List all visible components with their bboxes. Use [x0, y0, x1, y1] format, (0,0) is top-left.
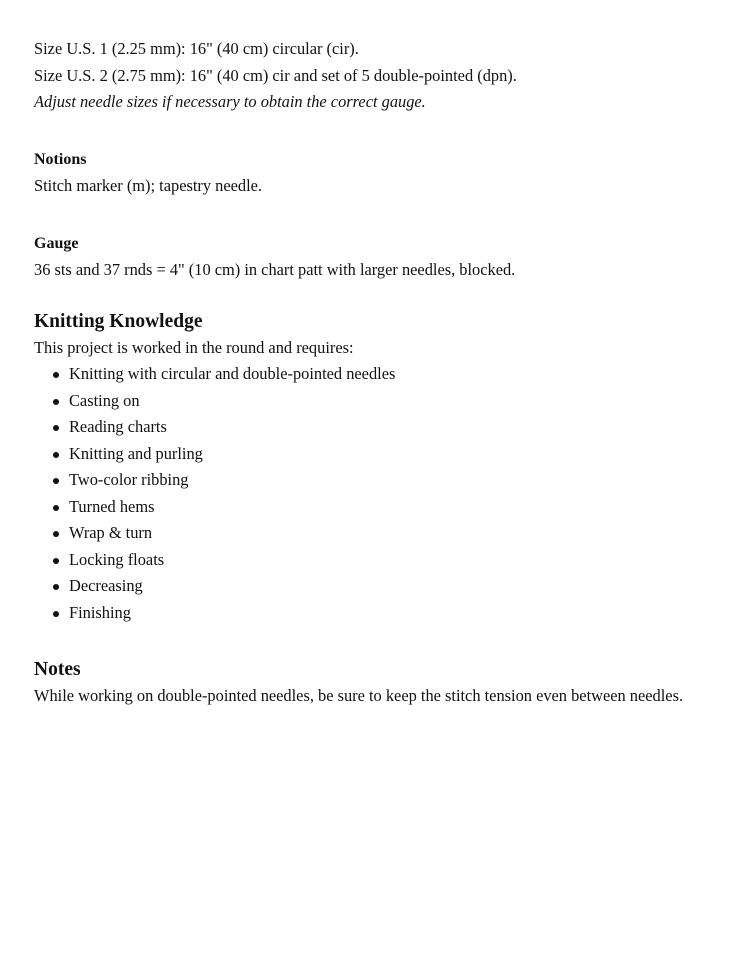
gauge-heading: Gauge	[34, 234, 79, 252]
notions-heading: Notions	[34, 150, 87, 168]
list-item: Wrap & turn	[69, 520, 694, 547]
spacer	[34, 200, 694, 231]
list-item: Knitting with circular and double-pointed needles	[69, 361, 694, 388]
notes-text: While working on double-pointed needles, be sure to keep the stitch tension even between needles.	[34, 686, 684, 705]
needle-adjust-note: Adjust needle sizes if necessary to obtain the correct gauge.	[34, 92, 426, 111]
list-item: Decreasing	[69, 573, 694, 600]
gauge-text: 36 sts and 37 rnds = 4" (10 cm) in chart patt with larger needles, blocked.	[34, 260, 516, 279]
needle-size-2: Size U.S. 2 (2.75 mm): 16" (40 cm) cir and set of 5 double-pointed (dpn).	[34, 65, 517, 85]
list-item: Locking floats	[69, 547, 694, 574]
needle-size-1: Size U.S. 1 (2.25 mm): 16" (40 cm) circular (cir).	[34, 39, 359, 58]
list-item: Finishing	[69, 600, 694, 627]
list-item: Knitting and purling	[69, 441, 694, 468]
spacer	[34, 284, 694, 309]
list-item: Two-color ribbing	[69, 467, 694, 494]
list-item: Turned hems	[69, 494, 694, 521]
knitting-knowledge-heading: Knitting Knowledge	[34, 310, 203, 332]
notions-text: Stitch marker (m); tapestry needle.	[34, 176, 263, 195]
list-item: Casting on	[69, 388, 694, 415]
list-item: Reading charts	[69, 414, 694, 441]
spacer	[34, 116, 694, 147]
skills-list	[34, 361, 694, 626]
knitting-knowledge-intro: This project is worked in the round and requires:	[34, 337, 354, 357]
spacer	[34, 626, 694, 657]
document-page	[34, 36, 694, 710]
notes-heading: Notes	[34, 659, 81, 680]
